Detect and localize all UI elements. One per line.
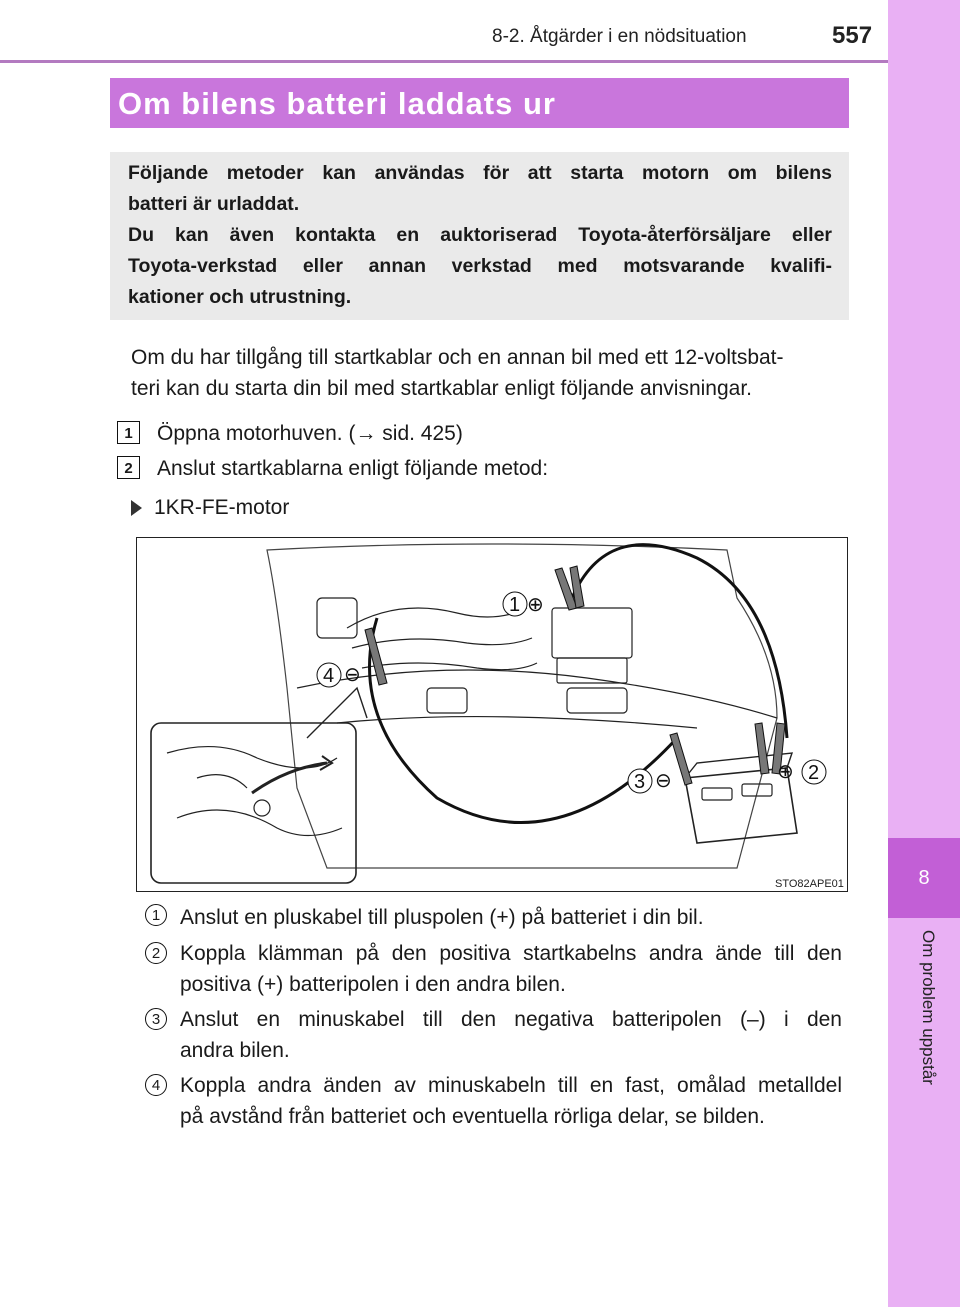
triangle-bullet-icon [131,500,142,516]
instruction-line: andra bilen. [180,1039,290,1062]
engine-bay-drawing [137,538,847,891]
instruction-line: Koppla andra änden av minuskabeln till en fast, omålad metalldel [180,1074,842,1097]
instruction-text [180,1070,842,1132]
svg-text:⊕: ⊕ [777,761,794,783]
engine-variant-label: 1KR-FE-motor [154,496,290,519]
chapter-label: Om problem uppstår [919,930,938,1085]
running-header-section: 8-2. Åtgärder i en nödsituation [492,26,747,47]
info-line: batteri är urladdat. [128,193,300,215]
info-box [110,152,849,320]
instruction-line: positiva (+) batteripolen i den andra bilen. [180,973,566,996]
callout-3: 3 [634,771,646,793]
info-line: Du kan även kontakta en auktoriserad Toyota-återförsäljare eller [128,224,832,246]
instruction-number: 3 [145,1008,167,1030]
page-number: 557 [832,22,873,49]
instruction-number: 1 [145,904,167,926]
section-title: Om bilens batteri laddats ur [118,86,556,121]
engine-variant-item [131,496,289,520]
instruction-line: på avstånd från batteriet och eventuella rörliga delar, se bilden. [180,1105,765,1128]
instruction-text [180,938,842,1000]
instruction-number: 4 [145,1074,167,1096]
info-line: Toyota-verkstad eller annan verkstad med motsvarande kvalifi- [128,255,832,277]
chapter-number-tab[interactable]: 8 [888,838,960,918]
instruction-text [180,1004,842,1066]
instruction-number: 2 [145,942,167,964]
step-number-box: 2 [117,456,140,479]
info-line: kationer och utrustning. [128,286,352,308]
figure-code: STO82APE01 [775,878,844,890]
callout-1: 1 [509,594,521,616]
intro-line: Om du har tillgång till startkablar och en annan bil med ett 12-voltsbat- [131,346,784,369]
info-line: Följande metoder kan användas för att starta motorn om bilens [128,162,832,184]
header-rule [0,60,888,63]
instruction-line: Koppla klämman på den positiva startkabelns andra ände till den [180,942,842,965]
step-text: Öppna motorhuven. (→ sid. 425) [157,422,463,445]
instruction-line: Anslut en minuskabel till den negativa batteripolen (–) i den [180,1008,842,1031]
intro-paragraph [131,342,843,404]
svg-text:⊖: ⊖ [344,664,361,686]
jump-start-illustration [136,537,848,892]
step-number-box: 1 [117,421,140,444]
callout-4: 4 [323,665,335,687]
instruction-line: Anslut en pluskabel till pluspolen (+) på batteriet i din bil. [180,906,704,929]
intro-line: teri kan du starta din bil med startkablar enligt följande anvisningar. [131,377,753,400]
instruction-text [180,902,842,933]
svg-text:⊕: ⊕ [527,594,544,616]
svg-text:⊖: ⊖ [655,770,672,792]
callout-2: 2 [808,762,820,784]
step-text: Anslut startkablarna enligt följande metod: [157,457,549,480]
